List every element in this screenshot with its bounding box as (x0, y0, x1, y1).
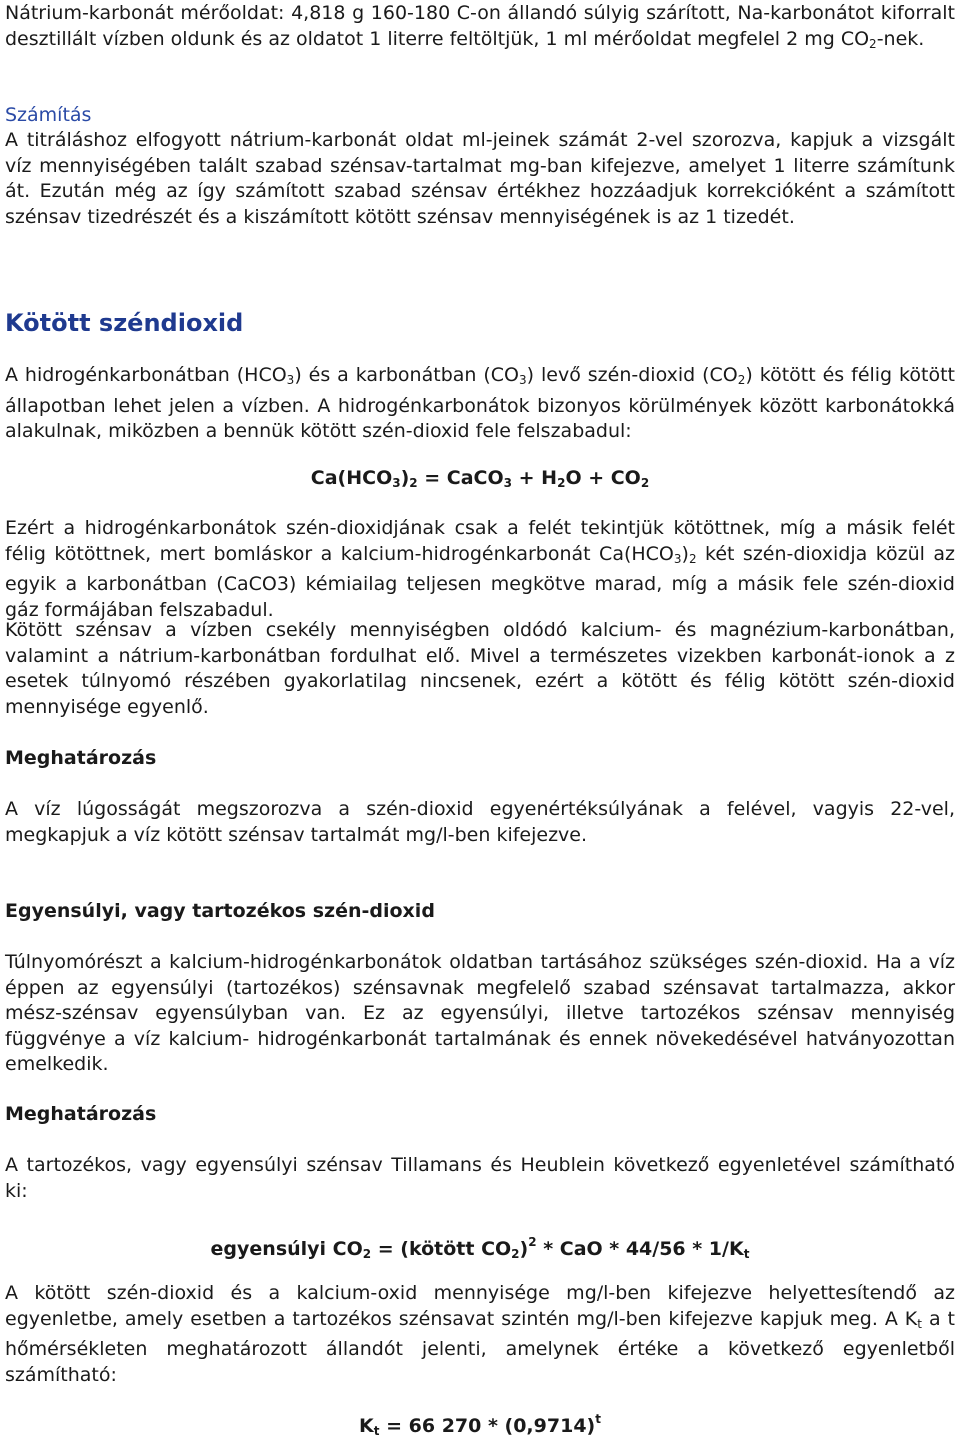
text: + H (512, 467, 558, 489)
paragraph-egyensulyi: Túlnyomórészt a kalcium-hidrogénkarbonátok oldatban tartásához szükséges szén-dioxid. Ha a víz éppen az egyensúlyi (tartozékos) szénsavnak megfelelő szabad szénsavat tartalmazza, akkor mész-szénsav egyensúlyban van. Ez az egyensúlyi, illetve tartozékos szénsav mennyiség függvénye a víz kalcium- hidrogénkarbonát tartalmának és ennek növekedésével hatványozottan emelkedik. (5, 951, 955, 1076)
text: A hidrogénkarbonátban (HCO (5, 364, 287, 386)
section-heading-meghatarozas-2: Meghatározás (5, 1103, 157, 1125)
subscript: 2 (688, 551, 697, 566)
section-heading-kotott: Kötött széndioxid (5, 309, 244, 337)
paragraph-szamitas: A titráláshoz elfogyott nátrium-karbonát oldat ml-jeinek számát 2-vel szorozva, kapjuk a vizsgált víz mennyiségében talált szabad szénsav-tartalmat mg-ban kifejezve, amelyet 1 literre számítunk át. Ezután még az így számított szabad szénsav értékhez hozzáadjuk korrekcióként a számított szénsav tizedrészét és a kiszámított kötött szénsav mennyiségének is az 1 tizedét. (5, 129, 955, 228)
paragraph-meghatarozas-1: A víz lúgosságát megszorozva a szén-dioxid egyenértéksúlyának a felével, vagyis 22-vel, megkapjuk a víz kötött szénsav tartalmát mg/l-ben kifejezve. (5, 798, 955, 846)
subscript: 3 (286, 373, 295, 387)
text: Nátrium-karbonát mérőoldat: 4,818 g 160-180 C-on állandó súlyig szárított, Na-karbonátot kiforralt desztillált vízben oldunk és az oldatot 1 literre feltöltjük, 1 ml mérőoldat megfelel 2 mg CO (5, 2, 955, 50)
text: ) (681, 542, 689, 565)
text: két szén-dioxidja közül az egyik a karbonátban (CaCO3) kémiailag teljesen megkötve marad, míg a másik fele szén-dioxid gáz formájában felszabadul. (5, 542, 956, 621)
equation-equilibrium-co2 (0, 1230, 960, 1268)
text: egyensúlyi CO (210, 1238, 363, 1260)
paragraph-kt-definition (5, 1281, 955, 1388)
superscript: t (595, 1412, 601, 1426)
section-heading-egyensulyi: Egyensúlyi, vagy tartozékos szén-dioxid (5, 900, 435, 922)
equation-decomposition (0, 466, 960, 497)
text: = (kötött CO (371, 1238, 512, 1260)
paragraph-kotott-1 (5, 363, 955, 445)
subscript: t (373, 1424, 380, 1438)
subscript: 2 (737, 373, 746, 387)
text: Ca(HCO (310, 467, 393, 489)
paragraph-kotott-3: Kötött szénsav a vízben csekély mennyiségben oldódó kalcium- és magnézium-karbonátban, valamint a nátrium-karbonátban fordulhat elő. Mivel a természetes vizekben karbonát-ionok a z esetek túlnyomó részében gyakorlatilag nincsenek, ezért a kötött és félig kötött szén-dioxid mennyisége egyenlő. (5, 619, 955, 718)
text: Ezért a hidrogénkarbonátok szén-dioxidjának csak a felét tekintjük kötöttnek, míg a másik felét félig kötöttnek, mert bomláskor a kalcium-hidrogénkarbonát Ca(HCO (5, 517, 955, 565)
text: A kötött szén-dioxid és a kalcium-oxid mennyisége mg/l-ben kifejezve helyettesítendő az egyenletbe, amely esetben a tartozékos szénsavat szintén mg/l-ben kifejezve kapjuk meg. A K (5, 1282, 955, 1330)
paragraph-sodium-carbonate (5, 1, 955, 57)
superscript: 2 (528, 1235, 537, 1249)
text: O + CO (565, 467, 641, 489)
subscript: 3 (392, 476, 401, 490)
text: a t hőmérsékleten meghatározott állandót jelenti, amelynek értéke a következő egyenletből számítható: (5, 1307, 956, 1386)
subscript: t (743, 1247, 750, 1261)
text: ) (519, 1238, 529, 1260)
section-heading-szamitas: Számítás (5, 104, 92, 126)
text: = 66 270 * (0,9714) (379, 1415, 596, 1437)
subscript: 2 (557, 476, 566, 490)
text: K (359, 1415, 374, 1437)
subscript: 2 (511, 1247, 520, 1261)
equation-kt (0, 1407, 960, 1445)
subscript: 2 (362, 1247, 372, 1261)
text: -nek. (876, 27, 925, 50)
paragraph-kotott-2 (5, 516, 955, 623)
subscript: 2 (640, 476, 650, 490)
subscript: 3 (519, 373, 527, 387)
subscript: 2 (409, 476, 418, 490)
text: ) kötött és félig kötött állapotban lehet jelen a vízben. A hidrogénkarbonátok bizonyos körülmények között karbonátokká alakulnak, miközben a bennük kötött szén-dioxid fele felszabadul: (5, 364, 955, 443)
paragraph-meghatarozas-2: A tartozékos, vagy egyensúlyi szénsav Tillamans és Heublein következő egyenletével számítható ki: (5, 1154, 955, 1202)
text: ) (400, 467, 410, 489)
text: ) és a karbonátban (CO (294, 364, 520, 386)
text: ) levő szén-dioxid (CO (526, 364, 738, 386)
subscript: 3 (673, 551, 682, 566)
subscript: 3 (503, 476, 513, 490)
text: * CaO * 44/56 * 1/K (536, 1238, 744, 1260)
subscript: t (917, 1316, 922, 1331)
subscript: 2 (869, 36, 877, 51)
section-heading-meghatarozas-1: Meghatározás (5, 747, 157, 769)
text: = CaCO (417, 467, 504, 489)
